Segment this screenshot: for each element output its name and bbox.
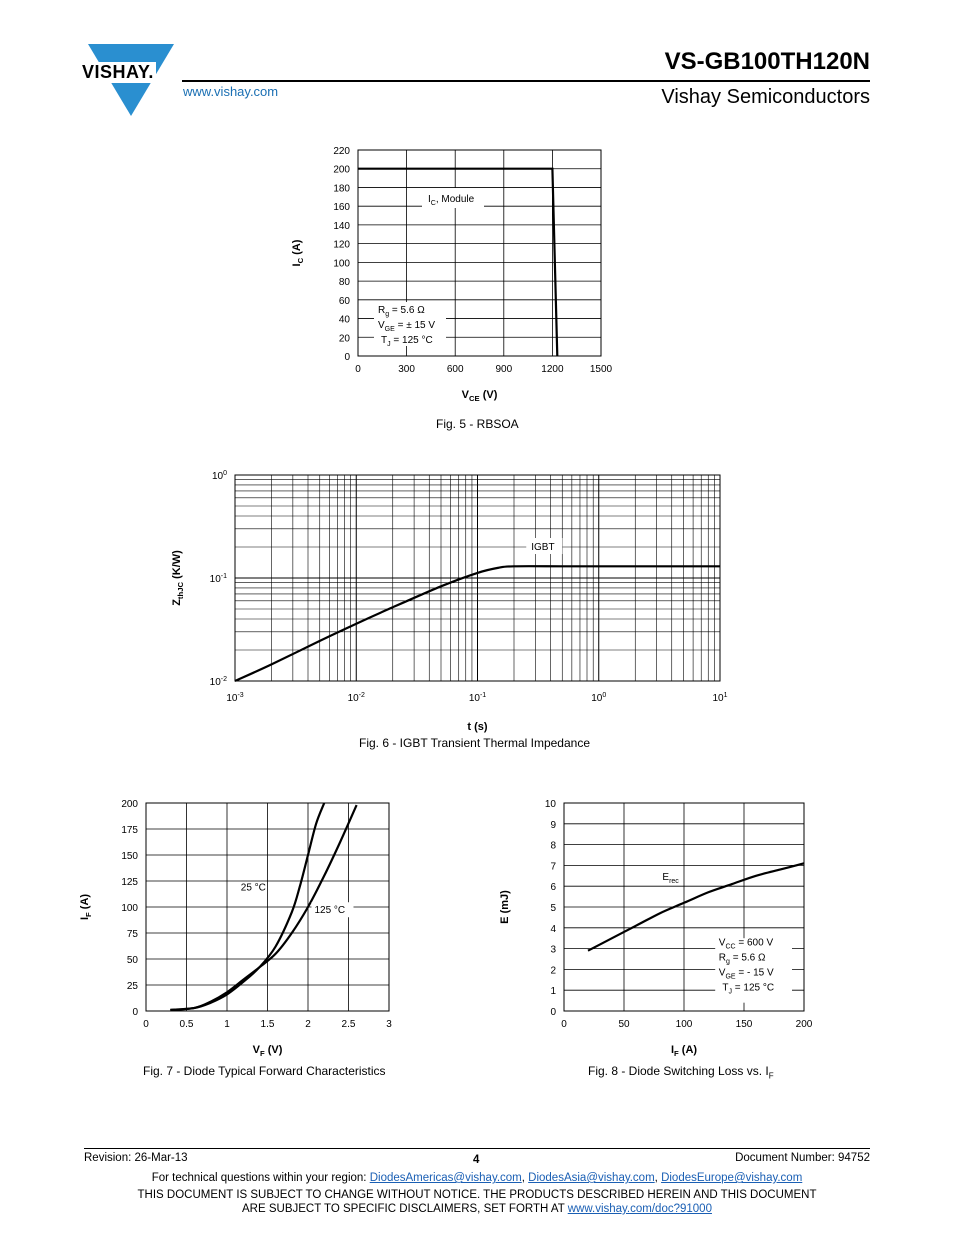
fig5-ylabel-part: (A)	[291, 239, 303, 258]
fig7-ytick-label	[121, 799, 138, 810]
fig8-xtick-label-part: 0	[561, 1019, 567, 1030]
fig6-xtick-label-part: 10	[712, 693, 724, 704]
email-americas-link[interactable]: DiodesAmericas@vishay.com	[369, 1172, 522, 1184]
fig6-ytick-label	[210, 676, 227, 688]
fig5-ytick-label-part: 40	[338, 314, 350, 326]
fig8-ytick-label	[550, 945, 556, 956]
fig6-xtick-label	[226, 692, 243, 704]
brand-name: VISHAY.	[82, 62, 154, 82]
fig5-ytick-label-part: 60	[338, 295, 350, 307]
fig5-xtick-label-part: 600	[446, 364, 464, 375]
fig5-condition-part: = 125 °C	[390, 335, 433, 346]
disclaimer-line2	[0, 1203, 954, 1215]
fig5-annotation-ic-part: I	[428, 194, 431, 205]
fig8-condition-part: V	[718, 937, 726, 949]
disclaimer-line1: THIS DOCUMENT IS SUBJECT TO CHANGE WITHOUT NOTICE. THE PRODUCTS DESCRIBED HEREIN AND THIS DOCUMENT	[137, 1189, 817, 1201]
fig8-ytick-label	[545, 799, 557, 810]
fig5-ylabel-part: C	[296, 257, 305, 264]
fig5-ytick-label-part: 100	[333, 258, 350, 270]
fig7-xtick-label	[180, 1019, 194, 1030]
fig5-xlabel-part: V	[461, 389, 469, 401]
fig8-xtick-label	[796, 1019, 813, 1030]
fig7-label-25c	[241, 882, 266, 893]
fig7-ytick-label-part: 0	[132, 1007, 138, 1018]
fig6-ylabel-part: Z	[171, 599, 183, 606]
fig8-annotation-erec-part: E	[662, 871, 670, 883]
fig6-xtick-label-part: 10	[591, 693, 603, 704]
fig8-condition-part: = 125 °C	[732, 982, 775, 994]
fig8-ytick-label	[550, 861, 556, 872]
fig8-ytick-label	[550, 1007, 556, 1018]
fig7-ytick-label-part: 50	[126, 955, 138, 966]
fig5-xtick-label-part: 300	[398, 364, 415, 375]
fig8-condition-part: GE	[725, 973, 736, 981]
fig8-condition-part: CC	[725, 943, 736, 951]
fig7-ytick-label	[121, 851, 138, 862]
fig5-xtick-label	[447, 364, 464, 375]
email-separator: ,	[654, 1172, 662, 1184]
fig7-ytick-label-part: 125	[121, 877, 138, 888]
fig8-ytick-label-part: 0	[550, 1007, 556, 1018]
fig5-xlabel	[462, 389, 498, 403]
fig5-ytick-label	[333, 183, 350, 194]
fig6-ytick-label-part: 10	[211, 471, 224, 482]
fig5-ytick-label	[339, 296, 351, 307]
fig6-ytick-label-part: 10	[209, 574, 221, 585]
fig7-xtick-label-part: 1	[224, 1019, 230, 1030]
fig8-xtick-label-part: 150	[735, 1019, 753, 1030]
fig7-caption: Fig. 7 - Diode Typical Forward Characteristics	[143, 1064, 386, 1078]
fig5-chart	[250, 130, 650, 415]
fig7-xlabel-part: (V)	[264, 1044, 283, 1056]
fig5-xlabel-part: (V)	[479, 389, 498, 401]
fig5-ytick-label-part: 80	[338, 277, 350, 289]
email-europe-link[interactable]: DiodesEurope@vishay.com	[661, 1172, 803, 1184]
fig7-chart	[70, 785, 410, 1065]
revision: Revision: 26-Mar-13	[84, 1152, 188, 1164]
fig5-xtick-label	[495, 364, 512, 375]
fig5-condition-part: V	[378, 320, 385, 331]
fig7-ytick-label	[121, 877, 138, 888]
fig6-xtick-label-part: -1	[479, 692, 487, 699]
fig5-xtick-label-part: 1500	[589, 364, 613, 375]
company-name: Vishay Semiconductors	[661, 86, 870, 108]
fig7-ylabel	[79, 894, 93, 920]
fig6-ytick-label	[212, 470, 227, 482]
fig5-ytick-label	[333, 258, 350, 269]
fig8-ytick-label-part: 7	[550, 861, 556, 873]
header-rule	[182, 80, 870, 82]
fig8-caption	[588, 1064, 774, 1080]
fig5-ytick-label	[339, 277, 351, 288]
fig8-condition-part: J	[728, 988, 733, 996]
fig8-xtick-label-part: 50	[618, 1019, 630, 1030]
email-separator: ,	[521, 1172, 529, 1184]
fig5-ylabel	[291, 239, 305, 266]
fig8-ytick-label-part: 9	[550, 819, 556, 831]
fig7-xtick-label	[143, 1019, 149, 1030]
fig5-ytick-label-part: 160	[333, 202, 350, 214]
fig8-ytick-label	[550, 924, 556, 935]
disclaimer-link[interactable]: www.vishay.com/doc?91000	[567, 1203, 712, 1215]
fig7-series-0	[170, 803, 324, 1010]
fig7-xtick-label-part: 2.5	[341, 1019, 356, 1030]
fig7-ytick-label	[121, 903, 138, 914]
fig7-label-25c-part: 25 °C	[240, 882, 266, 894]
fig8-ytick-label-part: 5	[550, 903, 556, 914]
fig8-xlabel-part: (A)	[678, 1044, 698, 1056]
website-link[interactable]: www.vishay.com	[183, 84, 279, 99]
fig7-xlabel-part: F	[259, 1049, 265, 1058]
fig8-ytick-label	[550, 986, 556, 997]
fig5-ytick-label-part: 220	[333, 146, 350, 157]
fig7-xtick-label	[342, 1019, 356, 1030]
fig6-xtick-label-part: 10	[347, 693, 359, 704]
fig5-ytick-label	[344, 352, 350, 363]
fig7-xtick-label	[261, 1019, 275, 1030]
fig5-ytick-label-part: 180	[333, 183, 350, 195]
fig6-xtick-label	[348, 692, 365, 704]
fig5-condition-part: GE	[384, 326, 395, 333]
fig8-xlabel-part: F	[674, 1049, 679, 1058]
fig7-xlabel-part: V	[252, 1044, 260, 1056]
fig6-xlabel-part: t (s)	[467, 721, 488, 733]
fig6-ylabel-part: thJC	[176, 581, 185, 600]
fig7-ylabel-part: F	[84, 912, 93, 917]
fig7-xtick-label-part: 1.5	[260, 1019, 275, 1030]
fig6-ytick-label-part: 0	[223, 470, 227, 477]
fig8-condition-part: V	[718, 967, 726, 979]
fig8-ytick-label	[550, 965, 556, 976]
fig8-ylabel-part: E (mJ)	[499, 890, 511, 924]
fig7-ytick-label-part: 150	[121, 851, 138, 862]
fig6-xtick-label	[591, 692, 606, 704]
fig7-ytick-label-part: 75	[126, 929, 138, 940]
fig6-ytick-label	[210, 573, 227, 585]
fig6-ytick-label-part: -1	[220, 573, 227, 580]
fig7-xtick-label-part: 2	[305, 1019, 311, 1030]
fig8-ytick-label-part: 2	[550, 965, 556, 977]
fig5-xtick-label	[398, 364, 415, 375]
fig5-ytick-label	[333, 146, 350, 157]
fig8-ytick-label-part: 8	[550, 840, 556, 852]
fig6-xtick-label-part: -2	[358, 692, 365, 699]
part-number: VS-GB100TH120N	[664, 48, 870, 75]
fig8-chart	[480, 785, 830, 1065]
fig6-chart	[160, 460, 760, 735]
fig8-condition-part: = - 15 V	[735, 967, 774, 979]
fig6-ylabel-part: (K/W)	[171, 550, 183, 582]
fig8-annotation-erec-part: rec	[669, 877, 679, 885]
fig5-ytick-label	[339, 315, 351, 326]
fig5-xtick-label	[355, 364, 361, 375]
fig7-xlabel	[253, 1044, 283, 1058]
fig5-ytick-label-part: 20	[338, 333, 350, 345]
fig8-condition-part: T	[722, 982, 729, 994]
fig7-ytick-label	[127, 929, 139, 940]
fig8-ytick-label-part: 10	[544, 799, 556, 810]
fig8-xtick-label-part: 100	[675, 1019, 693, 1030]
fig7-ytick-label	[121, 825, 138, 836]
disclaimer-line2-text: ARE SUBJECT TO SPECIFIC DISCLAIMERS, SET FORTH AT	[242, 1203, 568, 1215]
fig5-condition-part: = ± 15 V	[394, 320, 436, 331]
fig6-xtick-label-part: 10	[468, 693, 480, 704]
fig5-ytick-label	[339, 333, 351, 344]
fig6-xtick-label-part: 1	[723, 692, 728, 699]
fig8-xlabel	[671, 1044, 697, 1058]
fig7-ytick-label-part: 25	[126, 981, 138, 992]
questions-prefix: For technical questions within your region:	[151, 1172, 370, 1184]
fig8-ytick-label-part: 6	[550, 882, 556, 894]
fig8-caption-text: Fig. 8 - Diode Switching Loss vs. I	[588, 1064, 769, 1078]
fig7-xtick-label	[305, 1019, 311, 1030]
footer-rule	[84, 1148, 870, 1149]
fig7-xtick-label	[224, 1019, 230, 1030]
fig8-condition-part: g	[726, 958, 730, 966]
fig5-ytick-label-part: 0	[344, 352, 350, 363]
fig5-annotation-ic-part: C	[430, 200, 436, 207]
fig8-xtick-label-part: 200	[795, 1019, 813, 1030]
fig5-xtick-label-part: 900	[495, 364, 513, 375]
fig6-xlabel	[467, 721, 488, 733]
fig5-annotation-ic-part: , Module	[435, 194, 475, 205]
fig7-xtick-label	[386, 1019, 392, 1030]
fig8-annotation-erec	[662, 872, 679, 885]
fig8-ytick-label-part: 3	[550, 944, 556, 956]
fig8-ylabel	[499, 890, 511, 924]
fig5-xtick-label-part: 1200	[541, 364, 564, 375]
fig5-ytick-label	[333, 202, 350, 213]
fig8-condition-part: R	[718, 952, 727, 964]
fig5-ytick-label-part: 140	[333, 220, 350, 232]
fig7-ytick-label	[127, 955, 139, 966]
fig8-xtick-label	[618, 1019, 630, 1030]
fig5-caption: Fig. 5 - RBSOA	[436, 417, 519, 431]
fig8-ytick-label	[550, 882, 556, 893]
document-number: Document Number: 94752	[735, 1152, 870, 1164]
fig7-ytick-label-part: 200	[121, 799, 138, 810]
fig8-ytick-label-part: 4	[550, 923, 556, 935]
fig8-ytick-label	[550, 820, 556, 831]
fig5-ytick-label-part: 200	[333, 164, 350, 176]
fig8-ytick-label	[550, 841, 556, 852]
fig5-condition-part: T	[381, 335, 388, 346]
fig6-caption: Fig. 6 - IGBT Transient Thermal Impedance	[359, 736, 590, 750]
fig7-ylabel-part: I	[79, 916, 91, 921]
fig8-xtick-label	[736, 1019, 753, 1030]
fig6-ytick-label-part: 10	[209, 677, 221, 688]
fig8-condition-part: = 5.6 Ω	[729, 952, 766, 964]
fig8-xtick-label	[561, 1019, 567, 1030]
fig6-xtick-label-part: 10	[226, 693, 238, 704]
fig7-xtick-label-part: 0.5	[179, 1019, 194, 1030]
fig7-label-125c	[314, 905, 345, 916]
fig5-xtick-label	[541, 364, 564, 375]
fig6-ylabel	[171, 550, 185, 606]
fig7-label-125c-part: 125 °C	[314, 905, 346, 917]
fig7-ytick-label	[132, 1007, 138, 1018]
fig7-ytick-label-part: 100	[121, 903, 138, 914]
fig5-xlabel-part: CE	[468, 394, 480, 403]
fig5-xtick-label	[590, 364, 613, 375]
fig6-series-label	[531, 542, 554, 553]
fig5-condition-part: = 5.6 Ω	[389, 305, 425, 316]
fig5-ylabel-part: I	[291, 263, 303, 267]
fig5-ytick-label	[333, 221, 350, 232]
fig6-xtick-label	[469, 692, 486, 704]
fig8-xlabel-part: I	[670, 1044, 675, 1056]
fig5-condition-part: R	[378, 305, 386, 316]
fig5-ytick-label	[333, 165, 350, 176]
fig5-condition-part: g	[385, 311, 390, 318]
fig6-ytick-label-part: -2	[220, 676, 227, 683]
fig5-condition-part: J	[387, 341, 391, 348]
fig7-xtick-label-part: 3	[386, 1019, 392, 1030]
email-asia-link[interactable]: DiodesAsia@vishay.com	[528, 1172, 655, 1184]
fig7-ytick-label	[127, 981, 139, 992]
fig5-ytick-label-part: 120	[333, 239, 350, 251]
fig7-ytick-label-part: 175	[121, 825, 138, 836]
fig8-condition-part: = 600 V	[735, 937, 774, 949]
fig5-ytick-label	[333, 240, 350, 251]
fig8-ytick-label-part: 1	[550, 986, 556, 998]
footer-questions	[0, 1172, 954, 1184]
fig7-ylabel-part: (A)	[79, 893, 91, 913]
fig6-xtick-label	[712, 692, 727, 704]
fig6-series-label-part: IGBT	[531, 542, 555, 553]
page-number: 4	[473, 1154, 480, 1166]
fig5-xtick-label-part: 0	[355, 364, 361, 375]
fig8-caption-sub: F	[768, 1071, 774, 1081]
fig6-xtick-label-part: 0	[602, 692, 607, 699]
fig6-xtick-label-part: -3	[237, 692, 244, 699]
fig8-xtick-label	[676, 1019, 693, 1030]
fig8-ytick-label	[550, 903, 556, 914]
fig7-xtick-label-part: 0	[143, 1019, 149, 1030]
